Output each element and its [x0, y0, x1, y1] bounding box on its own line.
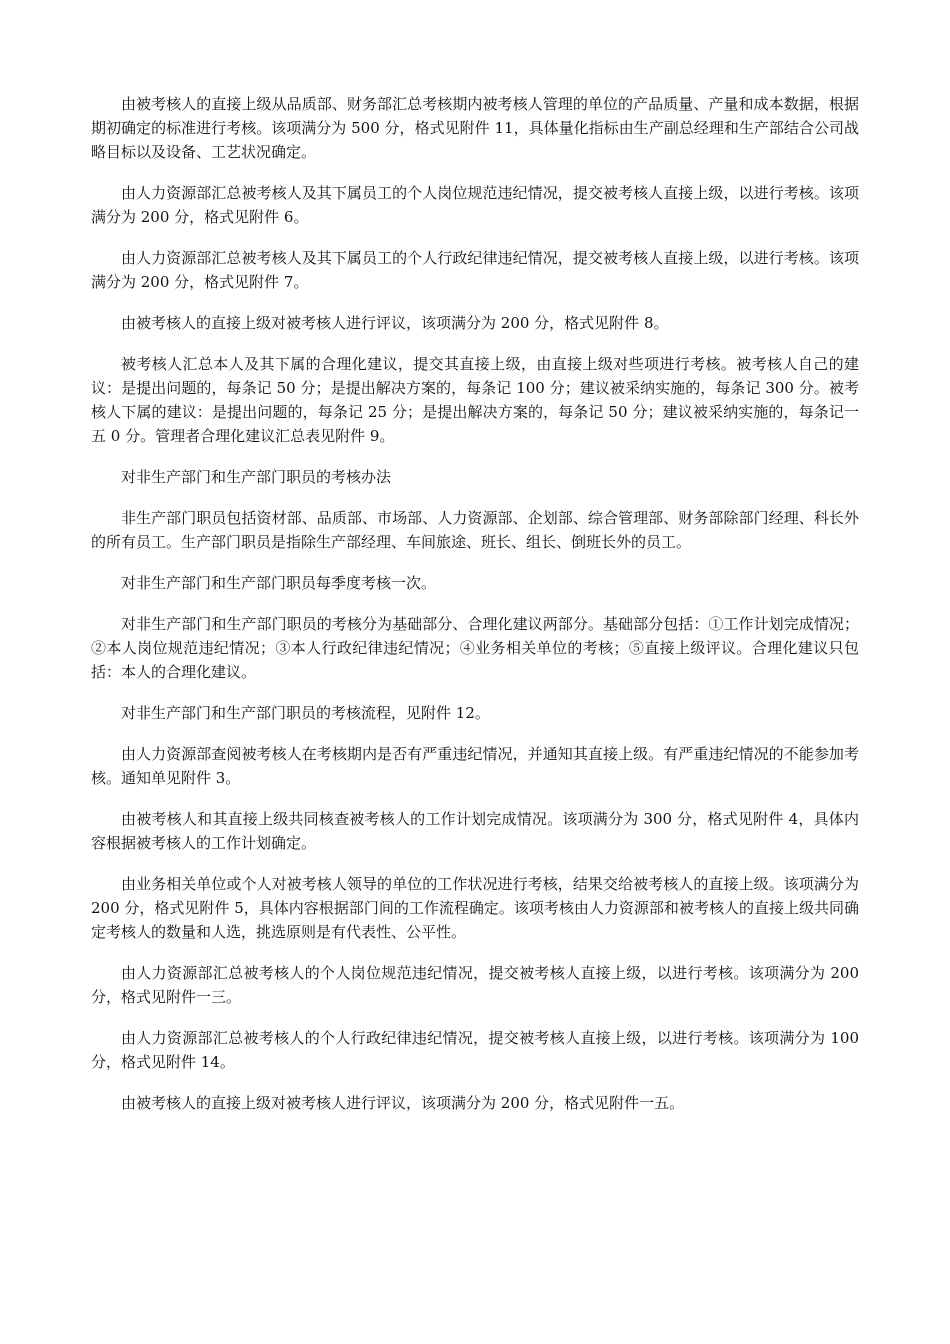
- document-page: [91, 92, 859, 1132]
- paragraph-personal-admin-violation: 由人力资源部汇总被考核人的个人行政纪律违纪情况，提交被考核人直接上级，以进行考核。该项满分为 100 分，格式见附件 14。: [91, 1029, 859, 1071]
- paragraph-admin-discipline-violation: 由人力资源部汇总被考核人及其下属员工的个人行政纪律违纪情况，提交被考核人直接上级，以进行考核。该项满分为 200 分，格式见附件 7。: [91, 249, 859, 291]
- paragraph-rationalization-suggestions: 被考核人汇总本人及其下属的合理化建议，提交其直接上级，由直接上级对些项进行考核。被考核人自己的建议：是提出问题的，每条记 50 分；是提出解决方案的，每条记 100 分；建议被采纳实施的，每条记 300 分。被考核人下属的建议：是提出问题的，每条记 25 分；是提出解决方案的，每条记 50 分；建议被采纳实施的，每条记一五 0 分。管理者合理化建议汇总表见附件 9。: [91, 355, 859, 445]
- paragraph-personal-post-violation: 由人力资源部汇总被考核人的个人岗位规范违纪情况，提交被考核人直接上级，以进行考核。该项满分为 200 分，格式见附件一三。: [91, 964, 859, 1006]
- paragraph-quarterly-frequency: 对非生产部门和生产部门职员每季度考核一次。: [121, 574, 437, 592]
- paragraph-production-data-assessment: 由被考核人的直接上级从品质部、财务部汇总考核期内被考核人管理的单位的产品质量、产量和成本数据，根据期初确定的标准进行考核。该项满分为 500 分，格式见附件 11，具体量化指标由生产副总经理和生产部结合公司战略目标以及设备、工艺状况确定。: [91, 95, 859, 161]
- paragraph-assessment-flow: 对非生产部门和生产部门职员的考核流程，见附件 12。: [121, 704, 490, 722]
- paragraph-related-unit-assessment: 由业务相关单位或个人对被考核人领导的单位的工作状况进行考核，结果交给被考核人的直接上级。该项满分为 200 分，格式见附件 5，具体内容根据部门间的工作流程确定。该项考核由人力资源部和被考核人的直接上级共同确定考核人的数量和人选，挑选原则是有代表性、公平性。: [91, 875, 859, 941]
- paragraph-final-supervisor-review: 由被考核人的直接上级对被考核人进行评议，该项满分为 200 分，格式见附件一五。: [121, 1094, 685, 1112]
- paragraph-supervisor-review: 由被考核人的直接上级对被考核人进行评议，该项满分为 200 分，格式见附件 8。: [121, 314, 669, 332]
- paragraph-assessment-parts: 对非生产部门和生产部门职员的考核分为基础部分、合理化建议两部分。基础部分包括：①工作计划完成情况；②本人岗位规范违纪情况；③本人行政纪律违纪情况；④业务相关单位的考核；⑤直接上级评议。合理化建议只包括：本人的合理化建议。: [91, 615, 859, 681]
- paragraph-work-plan-completion: 由被考核人和其直接上级共同核查被考核人的工作计划完成情况。该项满分为 300 分，格式见附件 4，具体内容根据被考核人的工作计划确定。: [91, 810, 859, 852]
- paragraph-post-rule-violation: 由人力资源部汇总被考核人及其下属员工的个人岗位规范违纪情况，提交被考核人直接上级，以进行考核。该项满分为 200 分，格式见附件 6。: [91, 184, 859, 226]
- section-heading-staff-assessment: 对非生产部门和生产部门职员的考核办法: [121, 468, 392, 486]
- paragraph-serious-violation-check: 由人力资源部查阅被考核人在考核期内是否有严重违纪情况，并通知其直接上级。有严重违纪情况的不能参加考核。通知单见附件 3。: [91, 745, 859, 787]
- paragraph-staff-scope: 非生产部门职员包括资材部、品质部、市场部、人力资源部、企划部、综合管理部、财务部除部门经理、科长外的所有员工。生产部门职员是指除生产部经理、车间旅途、班长、组长、倒班长外的员工。: [91, 509, 859, 551]
